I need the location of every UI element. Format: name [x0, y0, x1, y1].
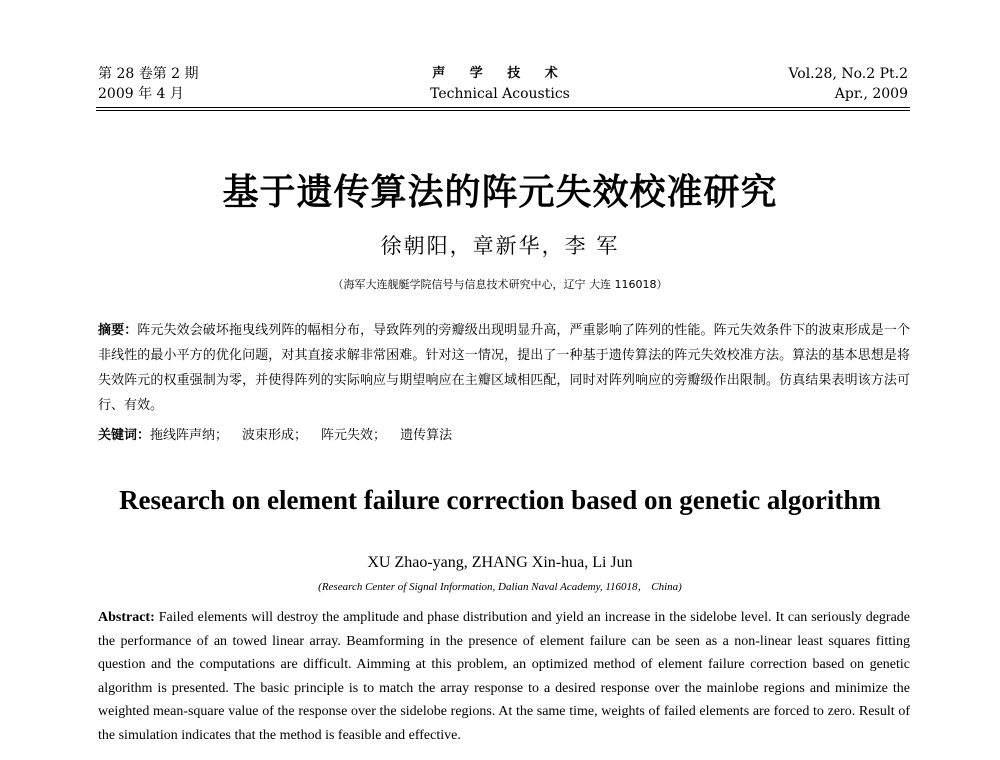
keywords-cn — [98, 425, 910, 447]
abstract-cn — [98, 318, 910, 418]
abstract-en-text: Failed elements will destroy the amplitude and phase distribution and yield an increase in the sidelobe level. It can seriously degrade the performance of an towed linear array. Beamforming in the presence of element failure can be seen as a non-linear least squares fitting question and the computations are difficult. Aimming at this problem, an optimized method of element failure correction based on genetic algorithm is presented. The basic principle is to match the array response to a desired response over the mainlobe regions and minimize the weighted mean-square value of the response over the sidelobe regions. At the same time, weights of failed elements are forced to zero. Result of the simulation indicates that the method is feasible and effective. — [98, 610, 911, 743]
abstract-cn-label: 摘要： — [98, 323, 138, 338]
abstract-cn-text: 阵元失效会破坏拖曳线列阵的幅相分布，导致阵列的旁瓣级出现明显升高，严重影响了阵列的性能。阵元失效条件下的波束形成是一个非线性的最小平方的优化问题，对其直接求解非常困难。针对这一情况，提出了一种基于遗传算法的阵元失效校准方法。算法的基本思想是将失效阵元的权重强制为零，并使得阵列的实际响应与期望响应在主瓣区域相匹配，同时对阵列响应的旁瓣级作出限制。仿真结果表明该方法可行、有效。 — [98, 323, 910, 413]
affiliation-en: (Research Center of Signal Information, Dalian Naval Academy, 116018， China) — [318, 581, 682, 593]
keywords-cn-label: 关键词： — [98, 428, 151, 443]
volume-issue-en: Vol.28, No.2 Pt.2 — [788, 66, 908, 82]
paper-title-en: Research on element failure correction based on genetic algorithm — [119, 485, 881, 515]
keyword: 遗传算法 — [400, 428, 453, 443]
affiliation-cn: （海军大连舰艇学院信号与信息技术研究中心，辽宁 大连 116018） — [332, 278, 668, 291]
header-rule — [96, 107, 910, 108]
authors-en: XU Zhao-yang, ZHANG Xin-hua, Li Jun — [367, 554, 633, 571]
abstract-en — [98, 606, 910, 747]
issue-date-cn: 2009 年 4 月 — [98, 86, 184, 102]
abstract-en-label: Abstract: — [98, 610, 155, 625]
keyword: 阵元失效； — [321, 428, 387, 443]
issue-date-en: Apr., 2009 — [834, 86, 908, 102]
keyword: 波束形成； — [242, 428, 308, 443]
journal-name-en: Technical Acoustics — [430, 86, 570, 102]
keyword: 拖线阵声纳； — [150, 428, 229, 443]
authors-cn: 徐朝阳，章新华，李 军 — [380, 234, 620, 258]
paper-title-cn: 基于遗传算法的阵元失效校准研究 — [222, 172, 778, 213]
journal-name-cn: 声 学 技 术 — [432, 66, 568, 81]
volume-issue: 第 28 卷第 2 期 — [98, 66, 199, 82]
journal-volume-info-en — [788, 64, 908, 104]
header-rule-thin — [96, 110, 910, 111]
